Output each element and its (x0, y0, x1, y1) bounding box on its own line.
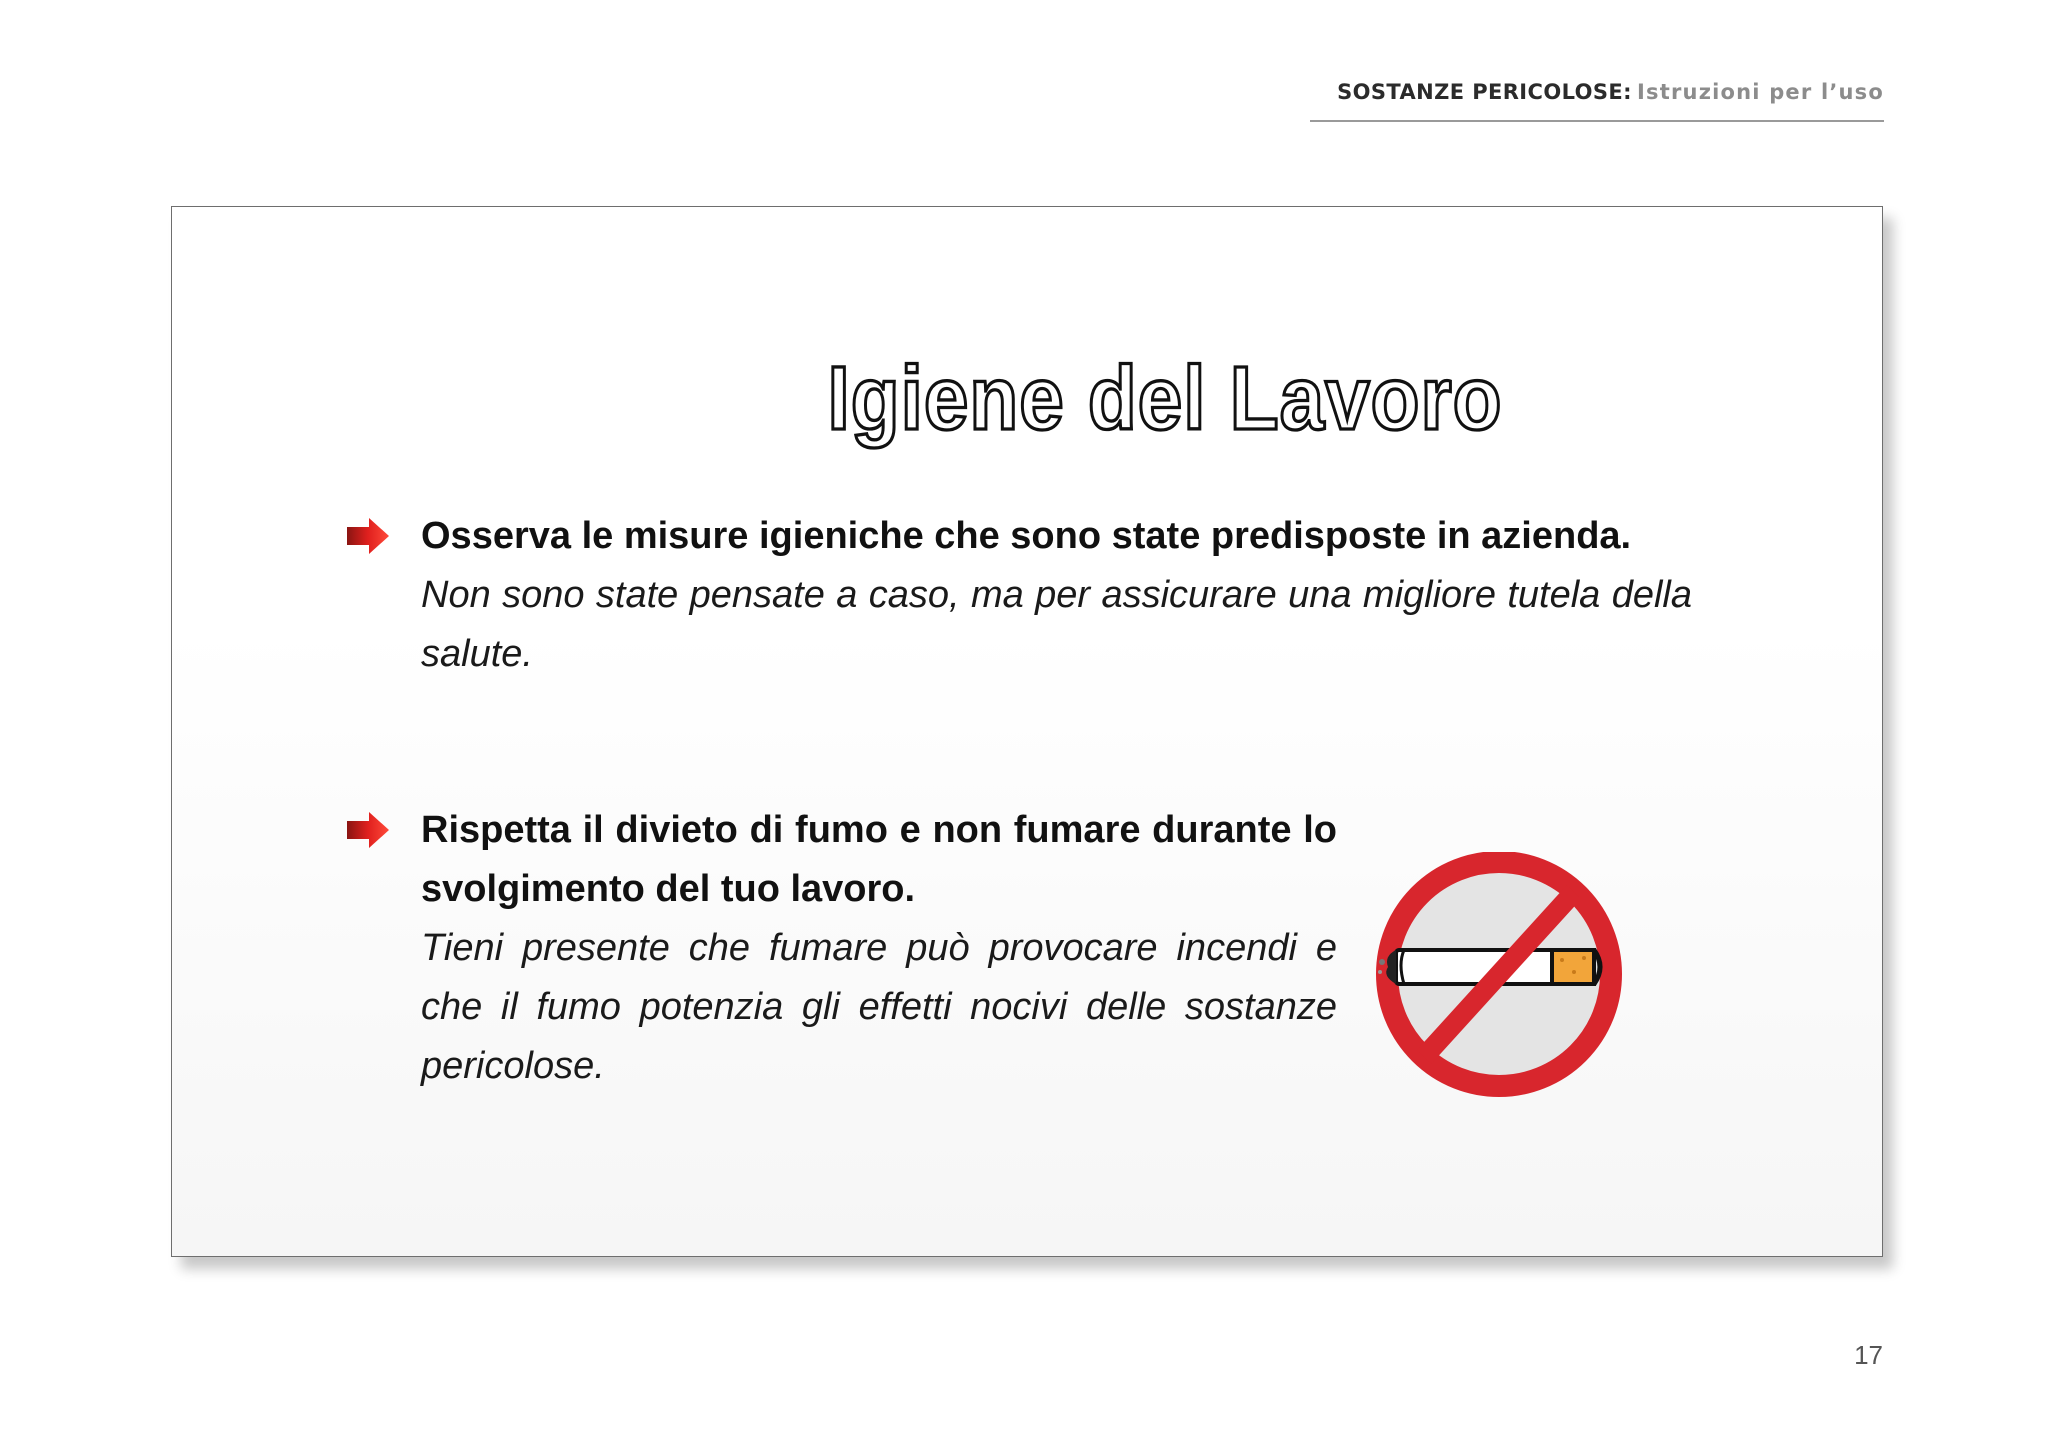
page-header (1310, 80, 1884, 122)
red-arrow-icon (347, 812, 389, 848)
page-number: 17 (1854, 1340, 1883, 1370)
slide-title: Igiene del Lavoro (827, 348, 1503, 448)
bullet-text (421, 801, 1337, 1096)
slide-frame (171, 206, 1883, 1257)
no-smoking-icon (1374, 852, 1624, 1097)
bullet-instruction: Rispetta il divieto di fumo e non fumare durante lo svolgimento del tuo lavoro. (421, 809, 1337, 910)
red-arrow-icon (347, 518, 389, 554)
header-subtitle: Istruzioni per l’uso (1637, 80, 1884, 104)
bullet-explanation: Non sono state pensate a caso, ma per assicurare una migliore tutela della salute. (421, 574, 1692, 675)
header-title: SOSTANZE PERICOLOSE: (1337, 80, 1632, 104)
bullet-text (421, 507, 1692, 684)
bullet-instruction: Osserva le misure igieniche che sono state predisposte in azienda. (421, 515, 1632, 557)
bullet-explanation: Tieni presente che fumare può provocare incendi e che il fumo potenzia gli effetti nocivi delle sostanze pericolose. (421, 927, 1337, 1087)
